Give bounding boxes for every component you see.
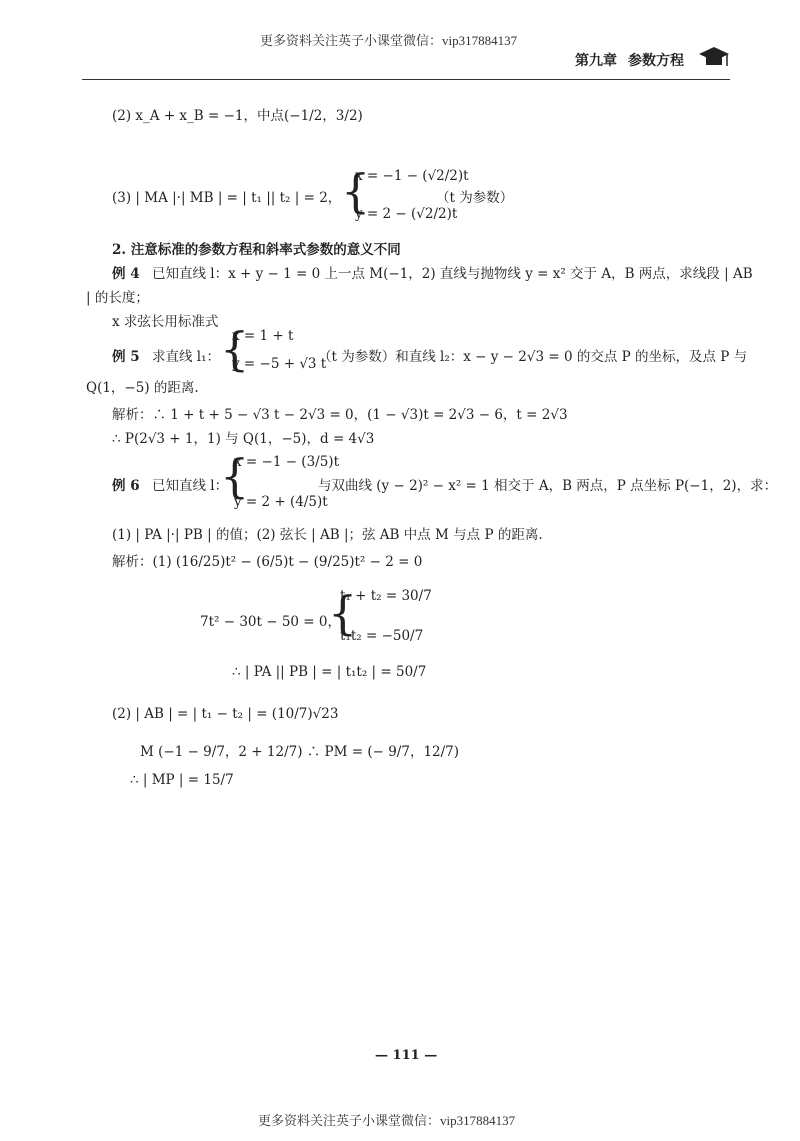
page-number: 111	[392, 1048, 420, 1063]
solution-6-product: t₁t₂ = −50/7	[340, 628, 424, 644]
system-brace: {	[220, 449, 250, 503]
item-3-eq-y: y = 2 − (√2/2)t	[355, 206, 458, 222]
solution-6-mp: ∴ | MP | = 15/7	[130, 772, 234, 788]
example-6-eq-y: y = 2 + (4/5)t	[234, 494, 328, 510]
example-5-eq-x: x = 1 + t	[232, 328, 294, 344]
solution-6-ab: (2) | AB | = | t₁ − t₂ | = (10/7)√23	[112, 706, 339, 722]
solution-5-line-2: ∴ P(2√3 + 1，1) 与 Q(1，−5)，d = 4√3	[112, 431, 375, 447]
example-6-label: 例 6	[112, 478, 140, 494]
graduation-cap-icon	[697, 44, 731, 70]
solution-5-line-1: 解析：∴ 1 + t + 5 − √3 t − 2√3 = 0，(1 − √3)t = 2√3 − 6，t = 2√3	[112, 407, 568, 423]
example-6-eq-x: x = −1 − (3/5)t	[234, 454, 339, 470]
section-heading-2: 2. 注意标准的参数方程和斜率式参数的意义不同	[112, 242, 401, 258]
example-5-text: 求直线 l₁：	[152, 349, 221, 365]
chapter-label: 第九章	[575, 53, 617, 69]
item-3-product: (3) | MA |·| MB | = | t₁ || t₂ | = 2，	[112, 190, 342, 206]
item-2-midpoint: (2) x_A + x_B = −1，中点(−1/2，3/2)	[112, 108, 363, 124]
note-chord-length: x 求弦长用标准式	[112, 314, 219, 330]
example-4-label: 例 4	[112, 266, 140, 282]
solution-6-line-1: 解析：(1) (16/25)t² − (6/5)t − (9/25)t² − 2 = 0	[112, 554, 423, 570]
example-6-questions: (1) | PA |·| PB | 的值；(2) 弦长 | AB |；弦 AB 中点 M 与点 P 的距离.	[112, 527, 543, 543]
watermark-top: 更多资料关注英子小课堂微信：vip317884137	[260, 33, 518, 48]
example-4-text-cont: | 的长度；	[86, 290, 149, 306]
solution-6-midpoint: M (−1 − 9/7，2 + 12/7) ∴ PM = (− 9/7，12/7)	[140, 744, 460, 760]
page-number-wrap: — 111 —	[375, 1048, 438, 1063]
header-rule	[82, 79, 730, 80]
example-5-eq-y: y = −5 + √3 t	[232, 356, 327, 372]
example-5-label: 例 5	[112, 349, 140, 365]
example-6-text-cont: 与双曲线 (y − 2)² − x² = 1 相交于 A，B 两点，P 点坐标 P(−1，2)，求：	[318, 478, 778, 494]
item-3-param-note: （t 为参数）	[436, 190, 514, 206]
solution-6-pa-pb: ∴ | PA || PB | = | t₁t₂ | = 50/7	[232, 664, 427, 680]
system-brace: {	[220, 322, 250, 376]
system-brace: {	[328, 586, 358, 640]
section-title: 参数方程	[628, 53, 684, 69]
example-5-text-cont: （t 为参数）和直线 l₂：x − y − 2√3 = 0 的交点 P 的坐标，及点 P 与	[318, 349, 748, 365]
watermark-bottom: 更多资料关注英子小课堂微信：vip317884137	[258, 1113, 516, 1128]
example-6-text: 已知直线 l：	[152, 478, 229, 494]
example-5-text-end: Q(1，−5) 的距离.	[86, 380, 199, 396]
system-brace: {	[341, 164, 371, 218]
solution-6-sum: t₁ + t₂ = 30/7	[340, 588, 432, 604]
solution-6-quadratic: 7t² − 30t − 50 = 0，	[200, 614, 341, 630]
item-3-eq-x: x = −1 − (√2/2)t	[355, 168, 469, 184]
example-4-text: 已知直线 l：x + y − 1 = 0 上一点 M(−1，2) 直线与抛物线 y = x² 交于 A，B 两点，求线段 | AB	[152, 266, 753, 282]
